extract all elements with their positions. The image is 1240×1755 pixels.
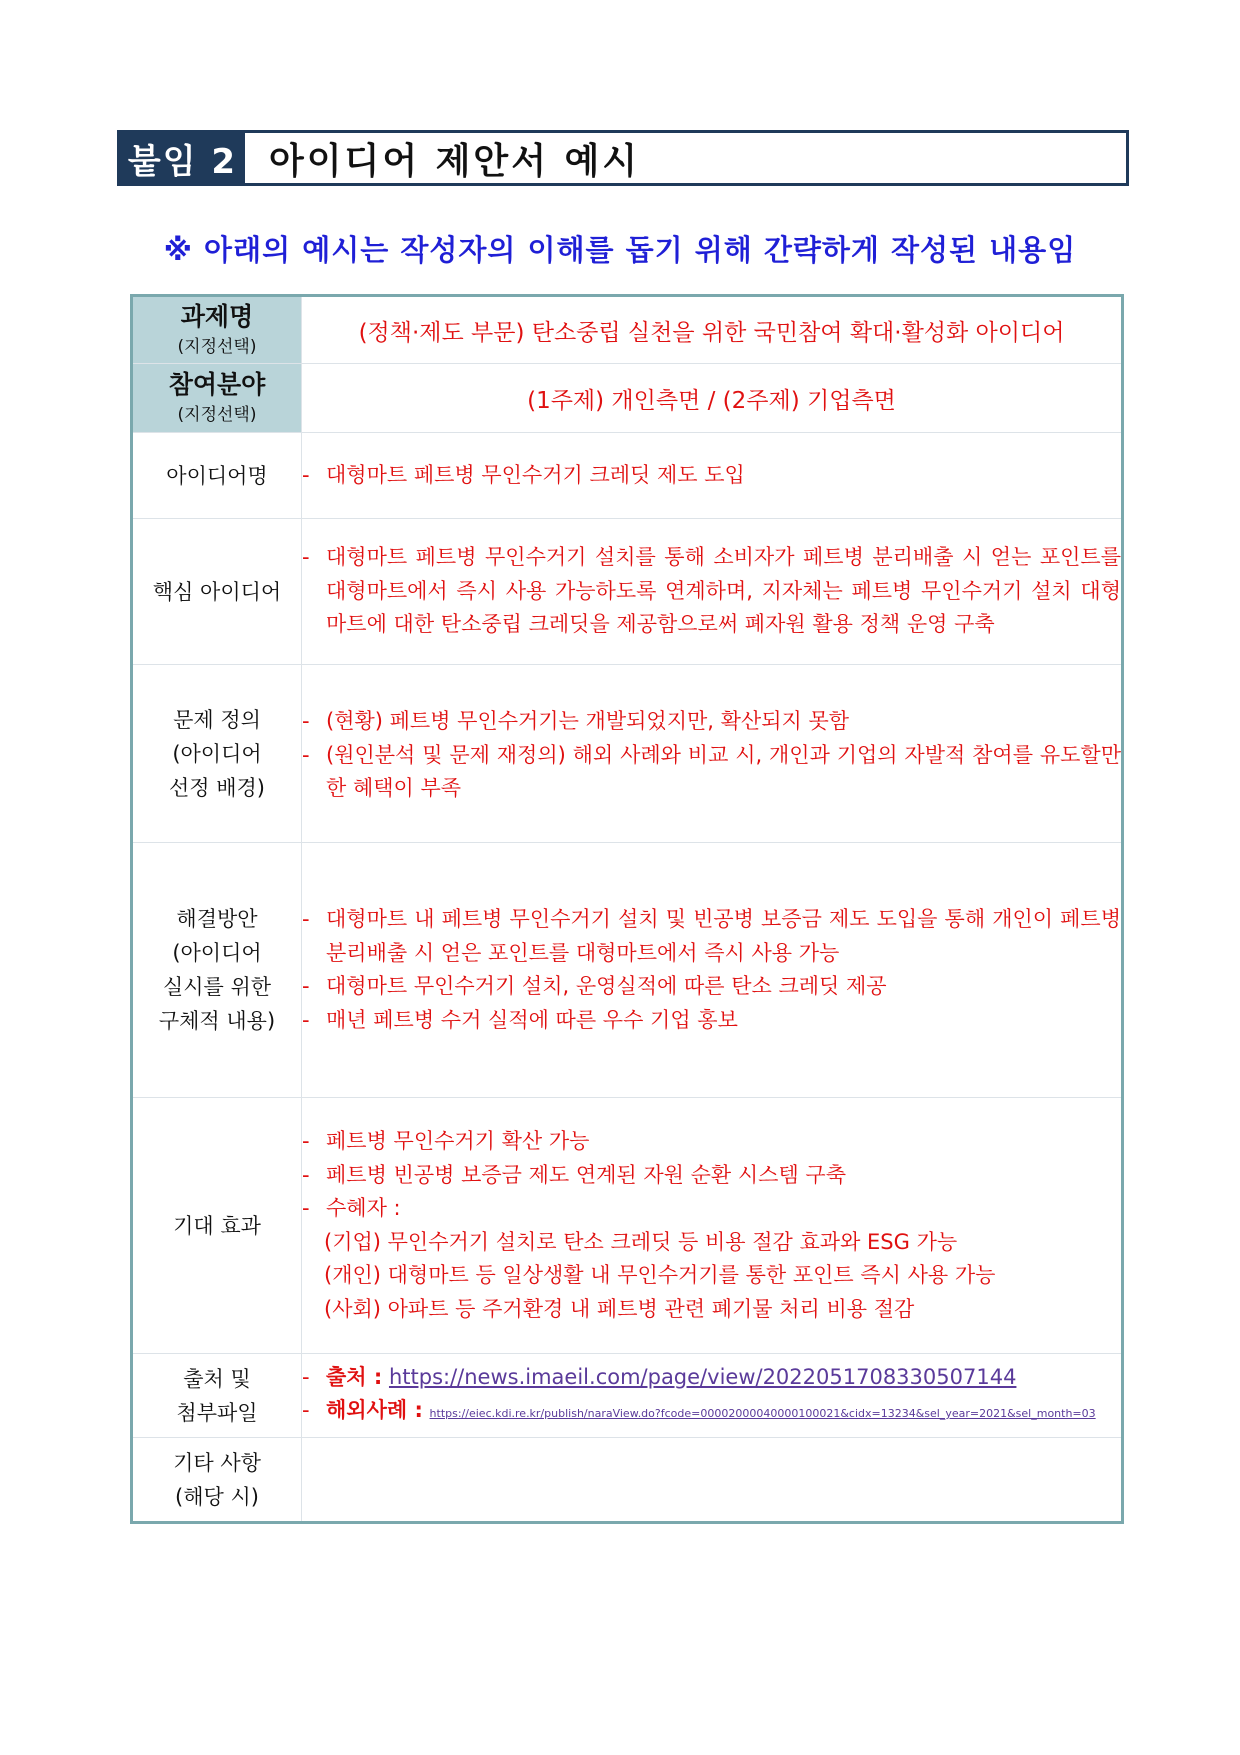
idea-name-label: 아이디어명 xyxy=(132,433,302,519)
task-label-cell xyxy=(132,296,302,364)
beneficiary-item: (개인) 대형마트 등 일상생활 내 무인수거기를 통한 포인트 즉시 사용 가능 xyxy=(324,1263,996,1287)
row-task xyxy=(132,296,1123,364)
row-problem xyxy=(132,665,1123,843)
problem-label-cell xyxy=(132,665,302,843)
task-value: (정책·제도 부문) 탄소중립 실천을 위한 국민참여 확대·활성화 아이디어 xyxy=(302,296,1123,364)
task-sub-label: (지정선택) xyxy=(177,337,257,357)
row-other xyxy=(132,1438,1123,1523)
overseas-item: - 해외사례 : https://eiec.kdi.re.kr/publish/naraView.do?fcode=00002000040000100021&cidx=13234&sel_year=2021&sel_month=03 xyxy=(302,1398,1096,1422)
other-label-cell xyxy=(132,1438,302,1523)
attachment-tag: 붙임 2 xyxy=(120,133,245,183)
attachment-title: 아이디어 제안서 예시 xyxy=(269,140,641,182)
field-sub-label: (지정선택) xyxy=(177,405,257,425)
row-core-idea xyxy=(132,519,1123,665)
solution-label-line: (아이디어 xyxy=(172,941,262,965)
source-label-line: 출처 및 xyxy=(183,1366,251,1391)
solution-label-line: 해결방안 xyxy=(176,907,258,931)
solution-label-cell xyxy=(132,843,302,1098)
list-item: - 페트병 무인수거기 확산 가능 xyxy=(302,1129,590,1153)
field-label-cell xyxy=(132,364,302,433)
problem-label-line: 선정 배경) xyxy=(168,775,265,800)
list-item: - 대형마트 무인수거기 설치, 운영실적에 따른 탄소 크레딧 제공 xyxy=(302,974,887,998)
list-item: - 수혜자 : xyxy=(302,1196,401,1220)
attachment-header xyxy=(117,130,1129,186)
source-link[interactable]: https://news.imaeil.com/page/view/2022051708330507144 xyxy=(388,1364,1017,1389)
row-effect xyxy=(132,1098,1123,1354)
overseas-label: 해외사례 : xyxy=(326,1398,423,1422)
field-label: 참여분야 xyxy=(168,370,266,399)
source-cell xyxy=(302,1354,1123,1438)
effect-cell xyxy=(302,1098,1123,1354)
problem-label-line: 문제 정의 xyxy=(173,707,261,732)
row-field xyxy=(132,364,1123,433)
other-value xyxy=(302,1438,1123,1523)
row-solution xyxy=(132,843,1123,1098)
field-value: (1주제) 개인측면 / (2주제) 기업측면 xyxy=(302,364,1123,433)
other-label-line: 기타 사항 xyxy=(173,1450,261,1475)
beneficiary-item: (사회) 아파트 등 주거환경 내 페트병 관련 폐기물 처리 비용 절감 xyxy=(324,1296,915,1321)
list-item: - 매년 페트병 수거 실적에 따른 우수 기업 홍보 xyxy=(302,1007,738,1032)
list-item: - 대형마트 내 페트병 무인수거기 설치 및 빈공병 보증금 제도 도입을 통해 개인이 페트병 분리배출 시 얻은 포인트를 대형마트에서 즉시 사용 가능 xyxy=(302,907,1121,965)
source-label: 출처 : xyxy=(326,1364,383,1389)
list-item: - 대형마트 페트병 무인수거기 크레딧 제도 도입 xyxy=(302,462,745,487)
solution-cell xyxy=(302,843,1123,1098)
task-label: 과제명 xyxy=(180,302,254,331)
solution-label-line: 구체적 내용) xyxy=(158,1009,276,1033)
source-label-line: 첨부파일 xyxy=(176,1400,258,1425)
list-item: - (현황) 페트병 무인수거기는 개발되었지만, 확산되지 못함 xyxy=(302,709,850,733)
solution-label-line: 실시를 위한 xyxy=(162,975,272,999)
row-source xyxy=(132,1354,1123,1438)
list-item: - 페트병 빈공병 보증금 제도 연계된 자원 순환 시스템 구축 xyxy=(302,1162,846,1187)
row-idea-name xyxy=(132,433,1123,519)
core-idea-cell xyxy=(302,519,1123,665)
source-item: - 출처 : https://news.imaeil.com/page/view/2022051708330507144 xyxy=(302,1364,1017,1389)
list-item: - 대형마트 페트병 무인수거기 설치를 통해 소비자가 페트병 분리배출 시 얻는 포인트를 대형마트에서 즉시 사용 가능하도록 연계하며, 지자체는 페트병 무인수거기 설치 대형마트에 대한 탄소중립 크레딧을 제공함으로써 폐자원 활용 정책 운영 구축 xyxy=(302,545,1121,637)
idea-name-cell xyxy=(302,433,1123,519)
proposal-table xyxy=(130,294,1124,1524)
source-label-cell xyxy=(132,1354,302,1438)
overseas-link[interactable]: https://eiec.kdi.re.kr/publish/naraView.do?fcode=00002000040000100021&cidx=13234&sel_year=2021&sel_month=03 xyxy=(429,1407,1096,1420)
list-item: - (원인분석 및 문제 재정의) 해외 사례와 비교 시, 개인과 기업의 자발적 참여를 유도할만한 혜택이 부족 xyxy=(302,742,1121,800)
problem-cell xyxy=(302,665,1123,843)
core-idea-label: 핵심 아이디어 xyxy=(132,519,302,665)
effect-label: 기대 효과 xyxy=(132,1098,302,1354)
notice-text: ※ 아래의 예시는 작성자의 이해를 돕기 위해 간략하게 작성된 내용임 xyxy=(163,233,1077,267)
beneficiary-item: (기업) 무인수거기 설치로 탄소 크레딧 등 비용 절감 효과와 ESG 가능 xyxy=(324,1229,958,1254)
problem-label-line: (아이디어 xyxy=(172,741,262,766)
other-label-line: (해당 시) xyxy=(175,1484,259,1509)
